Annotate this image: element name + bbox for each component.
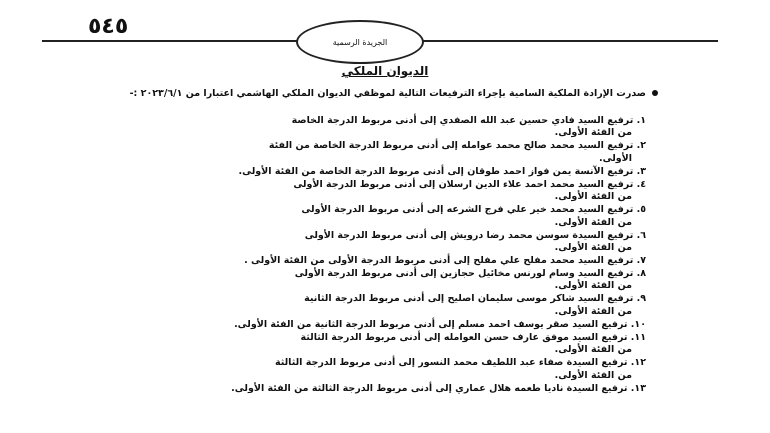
list-item (90, 115, 646, 140)
list-item (90, 166, 646, 178)
list-item-text: ١١. ترفيع السيد موفق عارف حسن العوامله إلى أدنى مربوط الدرجة الثالثة (300, 331, 646, 343)
list-item-continuation: من الفئة الأولى. (554, 344, 632, 356)
list-item-text: ١٠. ترفيع السيد صقر يوسف احمد مسلم إلى أدنى مربوط الدرجة الثانية من الفئة الأولى. (234, 318, 646, 330)
list-item-continuation: الأولى. (598, 152, 632, 164)
section-title: الديوان الملكي (341, 64, 429, 78)
list-item-text: ١٢. ترفيع السيدة صفاء عبد اللطيف محمد النسور إلى أدنى مربوط الدرجة الثالثة (274, 357, 646, 369)
list-item-continuation: من الفئة الأولى. (554, 280, 632, 292)
list-item (90, 179, 646, 204)
list-item-text: ٤. ترفيع السيد محمد احمد علاء الدين ارسلان إلى أدنى مربوط الدرجة الأولى (293, 178, 646, 190)
list-item (90, 140, 646, 165)
journal-name: الجريدة الرسمية (332, 37, 388, 47)
list-item (90, 230, 646, 255)
list-item-continuation: من الفئة الأولى. (554, 191, 632, 203)
list-item-text: ٨. ترفيع السيد وسام لورنس مخائيل حجازين إلى أدنى مربوط الدرجة الأولى (294, 268, 646, 280)
list-item (90, 293, 646, 318)
list-item-text: ١. ترفيع السيد فادي حسين عبد الله الصفدي إلى أدنى مربوط الدرجة الخاصة (291, 115, 646, 126)
list-item-text: ٣. ترفيع الآنسة يمن فواز احمد طوقان إلى أدنى مربوط الدرجة الخاصة من الفئة الأولى. (238, 165, 646, 177)
list-item (90, 255, 646, 267)
journal-name-oval (296, 20, 424, 64)
list-item-continuation: من الفئة الأولى. (554, 305, 632, 317)
list-item (90, 204, 646, 229)
list-item-text: ٢. ترفيع السيد محمد صالح محمد عوامله إلى أدنى مربوط الدرجة الخاصة من الفئة (268, 140, 646, 152)
list-item-continuation: من الفئة الأولى. (554, 127, 632, 139)
list-item (90, 268, 646, 293)
bullet-icon (652, 90, 658, 96)
list-item (90, 357, 646, 382)
page-number: ٥٤٥ (88, 14, 129, 39)
intro-paragraph (90, 87, 646, 100)
list-item (90, 383, 646, 395)
list-item-text: ٥. ترفيع السيد محمد خير علي فرج الشرعه إلى أدنى مربوط الدرجة الأولى (301, 204, 646, 216)
list-item-continuation: من الفئة الأولى. (554, 369, 632, 381)
list-item-continuation: من الفئة الأولى. (554, 242, 632, 254)
list-item (90, 332, 646, 357)
list-item-text: ٩. ترفيع السيد شاكر موسى سليمان اصليح إلى أدنى مربوط الدرجة الثانية (304, 293, 646, 305)
intro-text: صدرت الإرادة الملكية السامية بإجراء الترفيعات التالية لموظفي الديوان الملكي الهاشمي اعتبارا من ٢٠٢٣/٦/١ :- (129, 88, 646, 99)
list-item-text: ٧. ترفيع السيد محمد مفلح علي مفلح إلى أدنى مربوط الدرجة الأولى من الفئة الأولى . (244, 255, 646, 267)
promotions-list (90, 115, 646, 396)
list-item-continuation: من الفئة الأولى. (554, 216, 632, 228)
list-item-text: ٦. ترفيع السيدة سوسن محمد رضا درويش إلى أدنى مربوط الدرجة الأولى (304, 229, 646, 241)
list-item (90, 319, 646, 331)
list-item-text: ١٣. ترفيع السيدة ناديا طعمه هلال عماري إلى أدنى مربوط الدرجة الثالثة من الفئة الأولى. (231, 382, 646, 394)
